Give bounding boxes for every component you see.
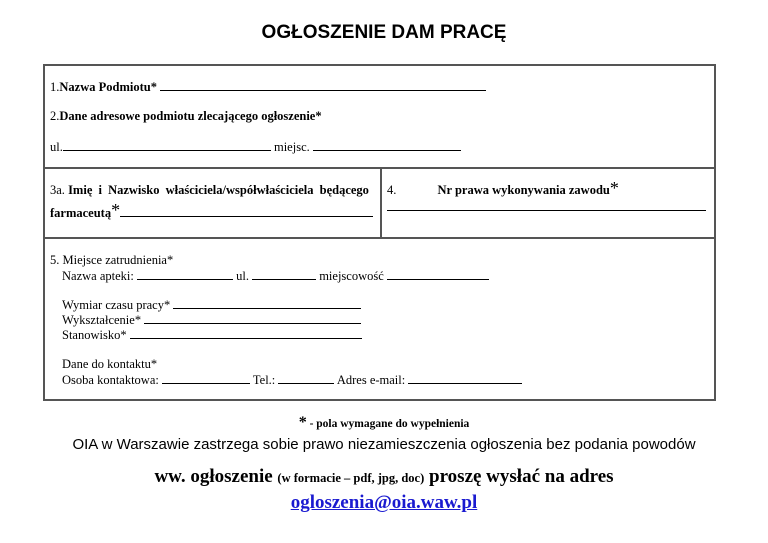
send-prefix: ww. ogłoszenie <box>154 466 273 487</box>
contact-row <box>62 372 522 388</box>
city-field[interactable] <box>313 139 461 151</box>
contact-person-label: Osoba kontaktowa: <box>62 373 159 387</box>
pharmacy-street-field[interactable] <box>252 268 316 280</box>
section1-row <box>50 79 486 95</box>
section3a-label: Imię i Nazwisko właściciela/współwłaściciela będącego <box>68 183 369 197</box>
contact-person-field[interactable] <box>162 372 250 384</box>
section1-label: Nazwa Podmiotu* <box>59 80 157 94</box>
required-star: * <box>609 178 619 198</box>
pharmacy-city-label: miejscowość <box>319 269 384 283</box>
position-field[interactable] <box>130 327 362 339</box>
work-time-label: Wymiar czasu pracy* <box>62 298 171 312</box>
section3a-label-line2: farmaceutą <box>50 206 112 220</box>
send-instruction <box>0 466 768 488</box>
street-field[interactable] <box>63 139 271 151</box>
phone-field[interactable] <box>278 372 334 384</box>
work-time-row <box>62 297 361 313</box>
section2-row <box>50 109 322 124</box>
pharmacy-city-field[interactable] <box>387 268 489 280</box>
section5-heading: 5. Miejsce zatrudnienia* <box>50 253 174 267</box>
section2-label: Dane adresowe podmiotu zlecającego ogłoszenie* <box>59 109 322 123</box>
pharmacy-street-label: ul. <box>236 269 249 283</box>
section2-address-row <box>50 139 461 155</box>
section4-row <box>387 178 619 198</box>
section4-label: Nr prawa wykonywania zawodu <box>437 183 610 197</box>
required-fields-text: - pola wymagane do wypełnienia <box>306 418 470 430</box>
section5-pharmacy-row <box>62 268 489 284</box>
email-link[interactable]: ogloszenia@oia.waw.pl <box>290 492 478 513</box>
required-star: * <box>111 200 121 220</box>
work-time-field[interactable] <box>173 297 361 309</box>
contact-email-field[interactable] <box>408 372 522 384</box>
send-formats: (w formacie – pdf, jpg, doc) <box>277 471 425 485</box>
entity-name-field[interactable] <box>160 79 486 91</box>
city-label: miejsc. <box>273 140 310 154</box>
section4-number: 4. <box>387 183 397 197</box>
disclaimer-text: OIA w Warszawie zastrzega sobie prawo niezamieszczenia ogłoszenia bez podania powodów <box>72 436 696 453</box>
page-title: OGŁOSZENIE DAM PRACĘ <box>261 22 507 43</box>
owner-name-field[interactable] <box>120 205 373 217</box>
section3a-number: 3a. <box>50 183 65 197</box>
position-row <box>62 327 362 343</box>
section3a-row-2 <box>50 200 373 221</box>
phone-label: Tel.: <box>252 373 276 387</box>
license-number-field[interactable] <box>387 210 706 211</box>
pharmacy-name-label: Nazwa apteki: <box>62 269 134 283</box>
education-label: Wykształcenie* <box>62 313 142 327</box>
section2-number: 2. <box>50 109 60 123</box>
contact-email-label: Adres e-mail: <box>336 373 406 387</box>
required-star: * <box>298 414 307 431</box>
section3a-row <box>50 183 376 198</box>
position-label: Stanowisko* <box>62 328 127 342</box>
form-divider-vertical <box>380 167 382 238</box>
send-suffix: proszę wysłać na adres <box>429 466 614 487</box>
street-prefix: ul. <box>50 140 63 154</box>
pharmacy-name-field[interactable] <box>137 268 233 280</box>
required-fields-note <box>0 414 768 432</box>
contact-heading: Dane do kontaktu* <box>62 357 158 371</box>
section1-number: 1. <box>50 80 60 94</box>
education-row <box>62 312 361 328</box>
education-field[interactable] <box>144 312 361 324</box>
